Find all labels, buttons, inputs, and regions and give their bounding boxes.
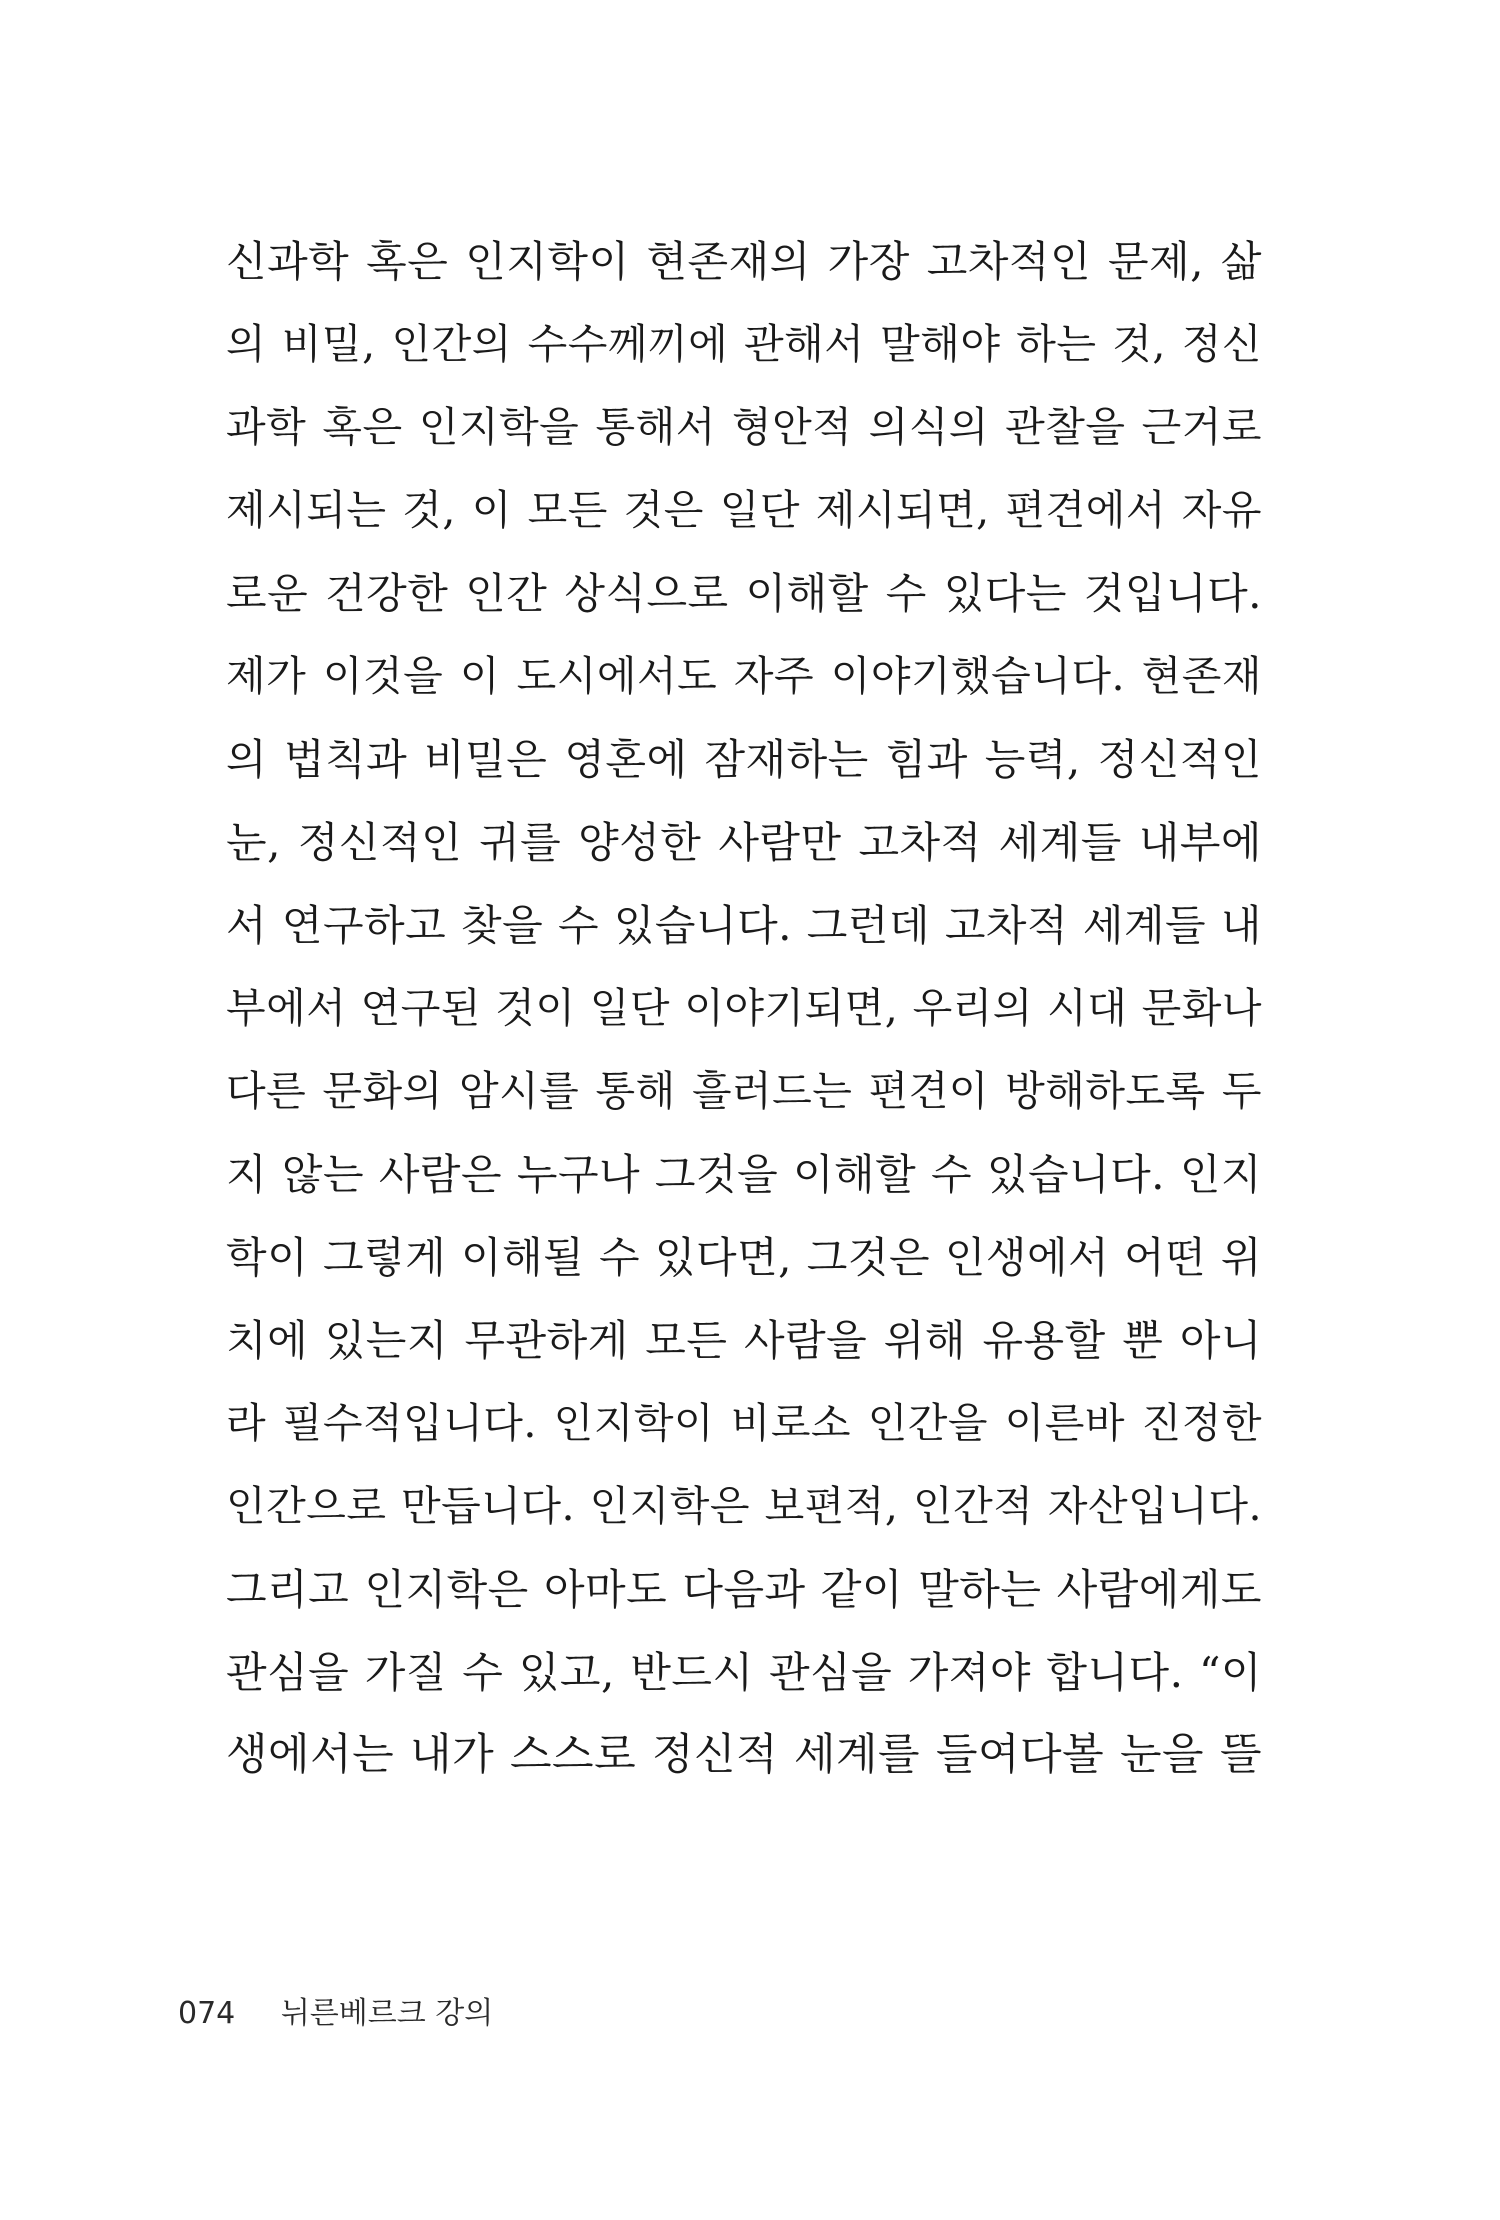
text-line: 의 법칙과 비밀은 영혼에 잠재하는 힘과 능력, 정신적인 [226, 735, 1262, 784]
text-line: 서 연구하고 찾을 수 있습니다. 그런데 고차적 세계들 내 [226, 901, 1262, 950]
text-line: 지 않는 사람은 누구나 그것을 이해할 수 있습니다. 인지 [226, 1150, 1262, 1199]
text-line: 로운 건강한 인간 상식으로 이해할 수 있다는 것입니다. [226, 569, 1262, 618]
running-title: 뉘른베르크 강의 [280, 1996, 494, 2031]
text-line: 치에 있는지 무관하게 모든 사람을 위해 유용할 뿐 아니 [226, 1316, 1262, 1365]
text-line: 의 비밀, 인간의 수수께끼에 관해서 말해야 하는 것, 정신 [226, 320, 1262, 368]
text-line: 과학 혹은 인지학을 통해서 형안적 의식의 관찰을 근거로 [226, 403, 1262, 451]
text-line: 다른 문화의 암시를 통해 흘러드는 편견이 방해하도록 두 [226, 1067, 1262, 1115]
text-line: 부에서 연구된 것이 일단 이야기되면, 우리의 시대 문화나 [226, 984, 1262, 1032]
text-line: 관심을 가질 수 있고, 반드시 관심을 가져야 합니다. “이 [226, 1648, 1262, 1697]
text-line: 신과학 혹은 인지학이 현존재의 가장 고차적인 문제, 삶 [226, 237, 1262, 286]
text-line: 인간으로 만듭니다. 인지학은 보편적, 인간적 자산입니다. [226, 1482, 1262, 1530]
body-text [226, 220, 1262, 1797]
text-line: 제가 이것을 이 도시에서도 자주 이야기했습니다. 현존재 [226, 652, 1262, 700]
text-line: 학이 그렇게 이해될 수 있다면, 그것은 인생에서 어떤 위 [226, 1233, 1262, 1282]
text-line: 생에서는 내가 스스로 정신적 세계를 들여다볼 눈을 뜰 [226, 1730, 1262, 1780]
page-footer [178, 1990, 493, 2038]
text-line: 라 필수적입니다. 인지학이 비로소 인간을 이른바 진정한 [226, 1399, 1262, 1447]
text-line: 눈, 정신적인 귀를 양성한 사람만 고차적 세계들 내부에 [226, 818, 1262, 867]
text-line: 그리고 인지학은 아마도 다음과 같이 말하는 사람에게도 [226, 1565, 1262, 1614]
page-number: 074 [178, 1996, 236, 2031]
text-line: 제시되는 것, 이 모든 것은 일단 제시되면, 편견에서 자유 [226, 486, 1262, 534]
